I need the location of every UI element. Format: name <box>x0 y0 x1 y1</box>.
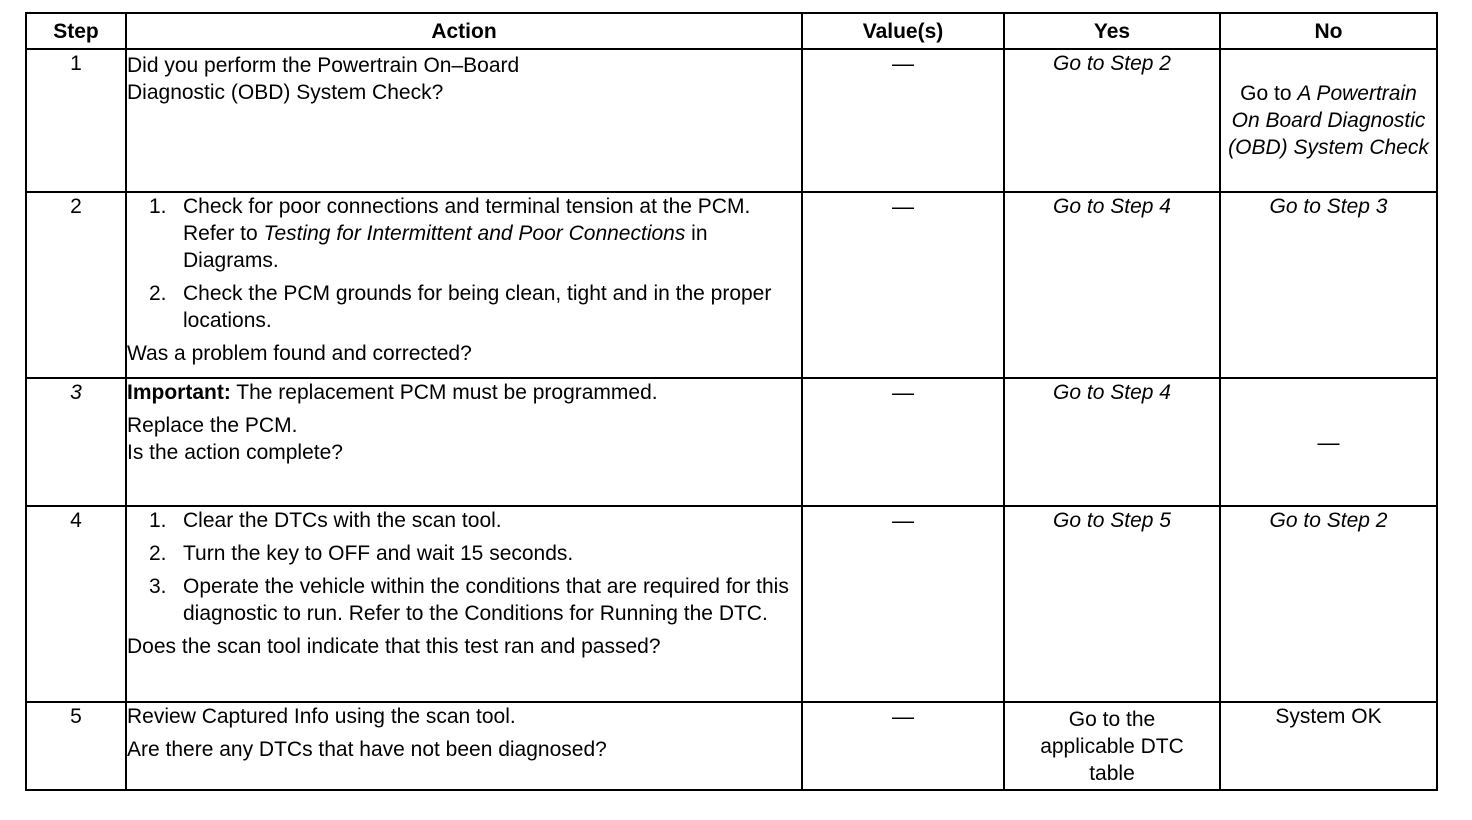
action-step-list <box>127 193 801 334</box>
yes-cell <box>1004 49 1220 192</box>
header-step: Step <box>26 13 126 49</box>
action-cell <box>126 192 802 378</box>
yes-goto-link[interactable]: Go to Step 4 <box>1053 195 1171 218</box>
list-item-number: 1. <box>149 195 167 218</box>
value-cell: — <box>802 49 1004 192</box>
reference-link[interactable]: Testing for Intermittent and Poor Connections <box>263 222 686 245</box>
table-row <box>26 506 1437 702</box>
action-cell <box>126 49 802 192</box>
table-row <box>26 702 1437 790</box>
action-cell <box>126 506 802 702</box>
important-label: Important: <box>127 381 231 404</box>
no-goto-link[interactable]: Go to Step 3 <box>1269 195 1388 218</box>
step-number: 5 <box>26 702 126 790</box>
action-cell <box>126 378 802 506</box>
yes-goto-link[interactable]: Go to Step 2 <box>1053 52 1171 75</box>
value-cell: — <box>802 506 1004 702</box>
yes-cell <box>1004 192 1220 378</box>
list-item-number: 3. <box>149 575 167 598</box>
step-number: 1 <box>26 49 126 192</box>
value-cell: — <box>802 192 1004 378</box>
no-result-text: System OK <box>1275 705 1382 728</box>
table-row <box>26 378 1437 506</box>
list-item <box>127 573 801 627</box>
list-item-text: Operate the vehicle within the conditions that are required for this diagnostic to run. Refer to the Conditions for Running the DTC. <box>183 575 789 625</box>
action-text: Diagnostic (OBD) System Check? <box>127 81 444 104</box>
no-cell <box>1220 506 1437 702</box>
no-cell <box>1220 192 1437 378</box>
no-cell: — <box>1220 378 1437 506</box>
action-question: Is the action complete? <box>127 441 343 464</box>
list-item-number: 2. <box>149 282 167 305</box>
value-cell: — <box>802 702 1004 790</box>
header-yes: Yes <box>1004 13 1220 49</box>
list-item <box>127 540 801 567</box>
no-goto-link[interactable]: Go to Step 2 <box>1269 509 1388 532</box>
step-number: 3 <box>26 378 126 506</box>
no-cell <box>1220 702 1437 790</box>
list-item <box>127 507 801 534</box>
no-goto-prefix: Go to <box>1240 82 1298 105</box>
action-cell <box>126 702 802 790</box>
yes-goto-link[interactable]: Go to Step 5 <box>1053 509 1171 532</box>
action-text: Did you perform the Powertrain On–Board <box>127 54 520 77</box>
step-number: 4 <box>26 506 126 702</box>
action-text: Review Captured Info using the scan tool. <box>127 705 516 728</box>
no-cell <box>1220 49 1437 192</box>
action-question: Was a problem found and corrected? <box>127 342 472 365</box>
yes-cell <box>1004 702 1220 790</box>
yes-cell <box>1004 506 1220 702</box>
list-item <box>127 280 801 334</box>
list-item <box>127 193 801 274</box>
header-row <box>26 13 1437 49</box>
no-goto-link[interactable]: A Powertrain On Board Diagnostic (OBD) System Check <box>1228 82 1429 159</box>
action-step-list <box>127 507 801 627</box>
diagnostic-table <box>25 12 1438 791</box>
list-item-text: in Diagrams. <box>183 222 708 272</box>
header-action: Action <box>126 13 802 49</box>
yes-goto-link[interactable]: Go to the applicable DTC table <box>1040 707 1184 785</box>
important-text: The replacement PCM must be programmed. <box>230 381 658 404</box>
header-values: Value(s) <box>802 13 1004 49</box>
list-item-text: Check the PCM grounds for being clean, tight and in the proper locations. <box>183 282 772 332</box>
list-item-number: 2. <box>149 542 167 565</box>
action-question: Does the scan tool indicate that this test ran and passed? <box>127 635 661 658</box>
list-item-text: Check for poor connections and terminal tension at the PCM. Refer to <box>183 195 751 245</box>
action-question: Are there any DTCs that have not been diagnosed? <box>127 738 607 761</box>
action-text: Replace the PCM. <box>127 414 298 437</box>
value-cell: — <box>802 378 1004 506</box>
list-item-text: Clear the DTCs with the scan tool. <box>183 509 502 532</box>
yes-cell <box>1004 378 1220 506</box>
list-item-text: Turn the key to OFF and wait 15 seconds. <box>183 542 574 565</box>
list-item-number: 1. <box>149 509 167 532</box>
table-row <box>26 49 1437 192</box>
header-no: No <box>1220 13 1437 49</box>
step-number: 2 <box>26 192 126 378</box>
yes-goto-link[interactable]: Go to Step 4 <box>1053 381 1171 404</box>
table-row <box>26 192 1437 378</box>
